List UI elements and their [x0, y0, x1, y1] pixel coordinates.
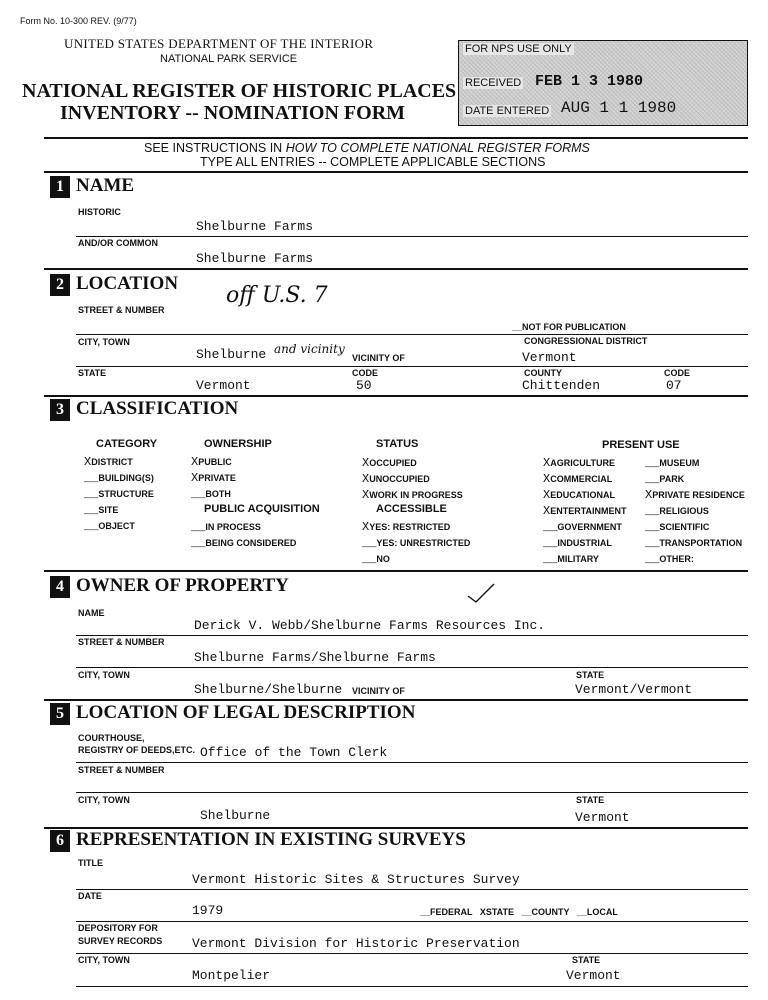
checkbox-mark: X [84, 455, 92, 469]
section-6-number: 6 [50, 830, 70, 852]
present-use-checkbox[interactable] [543, 504, 627, 518]
checkbox-mark: __ [543, 552, 558, 566]
checkbox-label: MILITARY [557, 554, 599, 564]
survey-city[interactable]: Montpelier [192, 968, 271, 983]
instructions-title: HOW TO COMPLETE NATIONAL REGISTER FORMS [285, 141, 590, 155]
checkmark-icon [466, 582, 496, 604]
section-rule [44, 395, 748, 397]
checkbox-mark: __ [362, 552, 377, 566]
code-value[interactable]: 50 [356, 378, 372, 393]
checkbox-label: YES: UNRESTRICTED [376, 538, 471, 548]
section-2-number: 2 [50, 274, 70, 296]
checkbox-label: PUBLIC [198, 457, 232, 467]
date-entered-label: DATE ENTERED [465, 105, 550, 117]
checkbox-mark: X [543, 488, 551, 502]
status-checkbox[interactable] [362, 472, 430, 486]
congressional-label: CONGRESSIONAL DISTRICT [524, 336, 648, 346]
category-checkbox[interactable] [84, 519, 135, 533]
category-checkbox[interactable] [84, 471, 154, 485]
owner-state-label: STATE [576, 670, 605, 680]
owner-state[interactable]: Vermont/Vermont [575, 682, 693, 697]
acquisition-heading: PUBLIC ACQUISITION [204, 503, 320, 515]
rule [76, 236, 748, 237]
received-stamp: FEB 1 3 1980 [535, 73, 644, 90]
checkbox-mark: X [645, 488, 653, 502]
survey-title-label: TITLE [78, 858, 103, 868]
section-rule [44, 268, 748, 270]
department-name: UNITED STATES DEPARTMENT OF THE INTERIOR [64, 36, 374, 51]
present-use-checkbox[interactable] [543, 536, 612, 550]
checkbox-label: COMMERCIAL [550, 474, 613, 484]
owner-city[interactable]: Shelburne/Shelburne [194, 682, 343, 697]
ownership-heading: OWNERSHIP [204, 438, 272, 450]
survey-city-label: CITY, TOWN [78, 955, 130, 965]
status-checkbox[interactable] [362, 456, 417, 470]
section-3-title: CLASSIFICATION [76, 398, 239, 419]
state-label: STATE [78, 368, 107, 378]
instructions-line2: TYPE ALL ENTRIES -- COMPLETE APPLICABLE SECTIONS [200, 155, 546, 169]
checkbox-mark: __ [362, 536, 377, 550]
rule [76, 986, 748, 987]
legal-street-label: STREET & NUMBER [78, 765, 165, 775]
owner-street[interactable]: Shelburne Farms/Shelburne Farms [194, 650, 436, 665]
checkbox-mark: __ [645, 504, 660, 518]
rule [76, 334, 748, 335]
depository-value[interactable]: Vermont Division for Historic Preservation [192, 936, 520, 951]
owner-name[interactable]: Derick V. Webb/Shelburne Farms Resources Inc. [194, 618, 546, 633]
courthouse-value[interactable]: Office of the Town Clerk [200, 745, 388, 760]
nps-use-box [458, 40, 748, 126]
checkbox-label: BEING CONSIDERED [205, 538, 297, 548]
checkbox-label: PRIVATE [198, 473, 236, 483]
section-1-title: NAME [76, 175, 135, 196]
owner-city-label: CITY, TOWN [78, 670, 130, 680]
checkbox-label: BOTH [205, 489, 231, 499]
acquisition-checkbox[interactable] [191, 536, 296, 550]
courthouse-label: COURTHOUSE, [78, 733, 145, 743]
checkbox-mark: __ [84, 487, 99, 501]
nps-use-label: FOR NPS USE ONLY [465, 43, 572, 55]
status-heading: STATUS [376, 438, 419, 450]
owner-name-label: NAME [78, 608, 105, 618]
street-label: STREET & NUMBER [78, 305, 165, 315]
rule [76, 889, 748, 890]
rule [76, 792, 748, 793]
present-use-checkbox[interactable] [645, 488, 745, 502]
checkbox-mark: X [362, 488, 370, 502]
not-for-publication: __NOT FOR PUBLICATION [512, 322, 626, 332]
checkbox-mark: __ [645, 520, 660, 534]
survey-date[interactable]: 1979 [192, 903, 224, 918]
owner-vicinity-label: VICINITY OF [352, 686, 405, 696]
survey-title[interactable]: Vermont Historic Sites & Structures Survey [192, 872, 520, 887]
checkbox-mark: __ [191, 536, 206, 550]
survey-records-label: SURVEY RECORDS [78, 936, 163, 946]
accessible-checkbox[interactable] [362, 520, 450, 534]
checkbox-label: ENTERTAINMENT [550, 506, 627, 516]
legal-state[interactable]: Vermont [575, 810, 630, 825]
instructions-rule [44, 171, 748, 173]
city-handwritten: and vicinity [274, 342, 345, 356]
status-checkbox[interactable] [362, 488, 463, 502]
checkbox-label: AGRICULTURE [550, 458, 616, 468]
code-label: CODE [352, 368, 379, 378]
checkbox-label: UNOCCUPIED [369, 474, 430, 484]
present-use-checkbox[interactable] [543, 488, 615, 502]
checkbox-label: OTHER: [659, 554, 694, 564]
date-entered-stamp: AUG 1 1 1980 [561, 99, 677, 117]
common-label: AND/OR COMMON [78, 238, 158, 248]
present-use-checkbox[interactable] [645, 456, 699, 470]
checkbox-label: YES: RESTRICTED [369, 522, 451, 532]
section-4-title: OWNER OF PROPERTY [76, 575, 289, 596]
checkbox-label: INDUSTRIAL [557, 538, 612, 548]
present-use-checkbox[interactable] [543, 456, 615, 470]
present-use-checkbox[interactable] [543, 552, 599, 566]
section-2-title: LOCATION [76, 273, 179, 294]
section-5-number: 5 [50, 703, 70, 725]
section-3-number: 3 [50, 399, 70, 421]
checkbox-label: GOVERNMENT [557, 522, 622, 532]
checkbox-mark: __ [191, 487, 206, 501]
city-value[interactable]: Shelburne [196, 347, 267, 362]
present-use-checkbox[interactable] [543, 472, 612, 486]
congressional-value[interactable]: Vermont [522, 350, 577, 365]
rule [76, 762, 748, 763]
checkbox-mark: __ [543, 536, 558, 550]
checkbox-mark: X [543, 456, 551, 470]
section-rule [44, 570, 748, 572]
vicinity-label: VICINITY OF [352, 353, 405, 363]
rule [76, 635, 748, 636]
present-use-checkbox[interactable] [645, 472, 684, 486]
county-value[interactable]: Chittenden [522, 378, 601, 393]
legal-city[interactable]: Shelburne [200, 808, 271, 823]
checkbox-label: STRUCTURE [98, 489, 154, 499]
checkbox-label: IN PROCESS [205, 522, 261, 532]
rule [76, 667, 748, 668]
county-label: COUNTY [524, 368, 562, 378]
checkbox-mark: __ [645, 472, 660, 486]
category-checkbox[interactable] [84, 487, 154, 501]
category-checkbox[interactable] [84, 455, 133, 469]
present-use-heading: PRESENT USE [602, 439, 680, 451]
checkbox-mark: __ [543, 520, 558, 534]
checkbox-mark: __ [84, 471, 99, 485]
checkbox-mark: __ [191, 520, 206, 534]
service-name: NATIONAL PARK SERVICE [160, 53, 298, 65]
checkbox-mark: __ [84, 503, 99, 517]
form-title-line1: NATIONAL REGISTER OF HISTORIC PLACES [22, 80, 457, 102]
registry-label: REGISTRY OF DEEDS,ETC. [78, 745, 196, 755]
checkbox-label: TRANSPORTATION [659, 538, 743, 548]
checkbox-mark: __ [84, 519, 99, 533]
present-use-checkbox[interactable] [645, 552, 694, 566]
survey-date-label: DATE [78, 891, 102, 901]
section-5-title: LOCATION OF LEGAL DESCRIPTION [76, 702, 416, 723]
legal-city-label: CITY, TOWN [78, 795, 130, 805]
accessible-checkbox[interactable] [362, 536, 470, 550]
checkbox-mark: X [362, 472, 370, 486]
checkbox-label: EDUCATIONAL [550, 490, 616, 500]
accessible-checkbox[interactable] [362, 552, 390, 566]
common-name[interactable]: Shelburne Farms [196, 251, 314, 266]
street-handwritten[interactable]: off U.S. 7 [226, 283, 328, 308]
survey-state[interactable]: Vermont [566, 968, 621, 983]
rule [76, 921, 748, 922]
present-use-checkbox[interactable] [645, 536, 742, 550]
city-label: CITY, TOWN [78, 337, 130, 347]
section-1-number: 1 [50, 176, 70, 198]
state-value[interactable]: Vermont [196, 378, 251, 393]
checkbox-label: OBJECT [98, 521, 135, 531]
form-title-line2: INVENTORY -- NOMINATION FORM [60, 102, 406, 124]
rule [76, 953, 748, 954]
county-code-value[interactable]: 07 [666, 378, 682, 393]
checkbox-mark: X [191, 471, 199, 485]
category-checkbox[interactable] [84, 503, 118, 517]
accessible-heading: ACCESSIBLE [376, 503, 447, 515]
present-use-checkbox[interactable] [645, 504, 709, 518]
section-rule [44, 699, 748, 701]
section-4-number: 4 [50, 576, 70, 598]
checkbox-label: DISTRICT [91, 457, 133, 467]
form-number: Form No. 10-300 REV. (9/77) [20, 16, 137, 26]
ownership-checkbox[interactable] [191, 455, 232, 469]
checkbox-mark: __ [645, 552, 660, 566]
checkbox-mark: X [362, 456, 370, 470]
section-6-title: REPRESENTATION IN EXISTING SURVEYS [76, 829, 466, 850]
checkbox-label: NO [376, 554, 390, 564]
checkbox-label: WORK IN PROGRESS [369, 490, 463, 500]
instructions-prefix: SEE INSTRUCTIONS IN [144, 141, 286, 155]
historic-name[interactable]: Shelburne Farms [196, 219, 314, 234]
county-code-label: CODE [664, 368, 691, 378]
checkbox-label: OCCUPIED [369, 458, 417, 468]
rule [76, 366, 748, 367]
historic-label: HISTORIC [78, 207, 121, 217]
checkbox-mark: __ [645, 536, 660, 550]
checkbox-label: RELIGIOUS [659, 506, 709, 516]
received-label: RECEIVED [465, 77, 522, 89]
acquisition-checkbox[interactable] [191, 520, 261, 534]
ownership-checkbox[interactable] [191, 471, 236, 485]
checkbox-label: SITE [98, 505, 119, 515]
category-heading: CATEGORY [96, 438, 158, 450]
checkbox-mark: __ [645, 456, 660, 470]
survey-state-label: STATE [572, 955, 601, 965]
checkbox-mark: X [543, 504, 551, 518]
owner-street-label: STREET & NUMBER [78, 637, 165, 647]
checkbox-label: PARK [659, 474, 685, 484]
survey-levels[interactable]: __FEDERAL XSTATE __COUNTY __LOCAL [420, 907, 618, 917]
legal-state-label: STATE [576, 795, 605, 805]
checkbox-label: MUSEUM [659, 458, 700, 468]
instructions-line1 [144, 141, 590, 155]
checkbox-label: SCIENTIFIC [659, 522, 710, 532]
checkbox-label: BUILDING(S) [98, 473, 154, 483]
depository-label: DEPOSITORY FOR [78, 923, 158, 933]
header-rule [44, 137, 748, 139]
checkbox-label: PRIVATE RESIDENCE [652, 490, 745, 500]
present-use-checkbox[interactable] [645, 520, 709, 534]
present-use-checkbox[interactable] [543, 520, 622, 534]
checkbox-mark: X [543, 472, 551, 486]
checkbox-mark: X [191, 455, 199, 469]
ownership-checkbox[interactable] [191, 487, 231, 501]
checkbox-mark: X [362, 520, 370, 534]
